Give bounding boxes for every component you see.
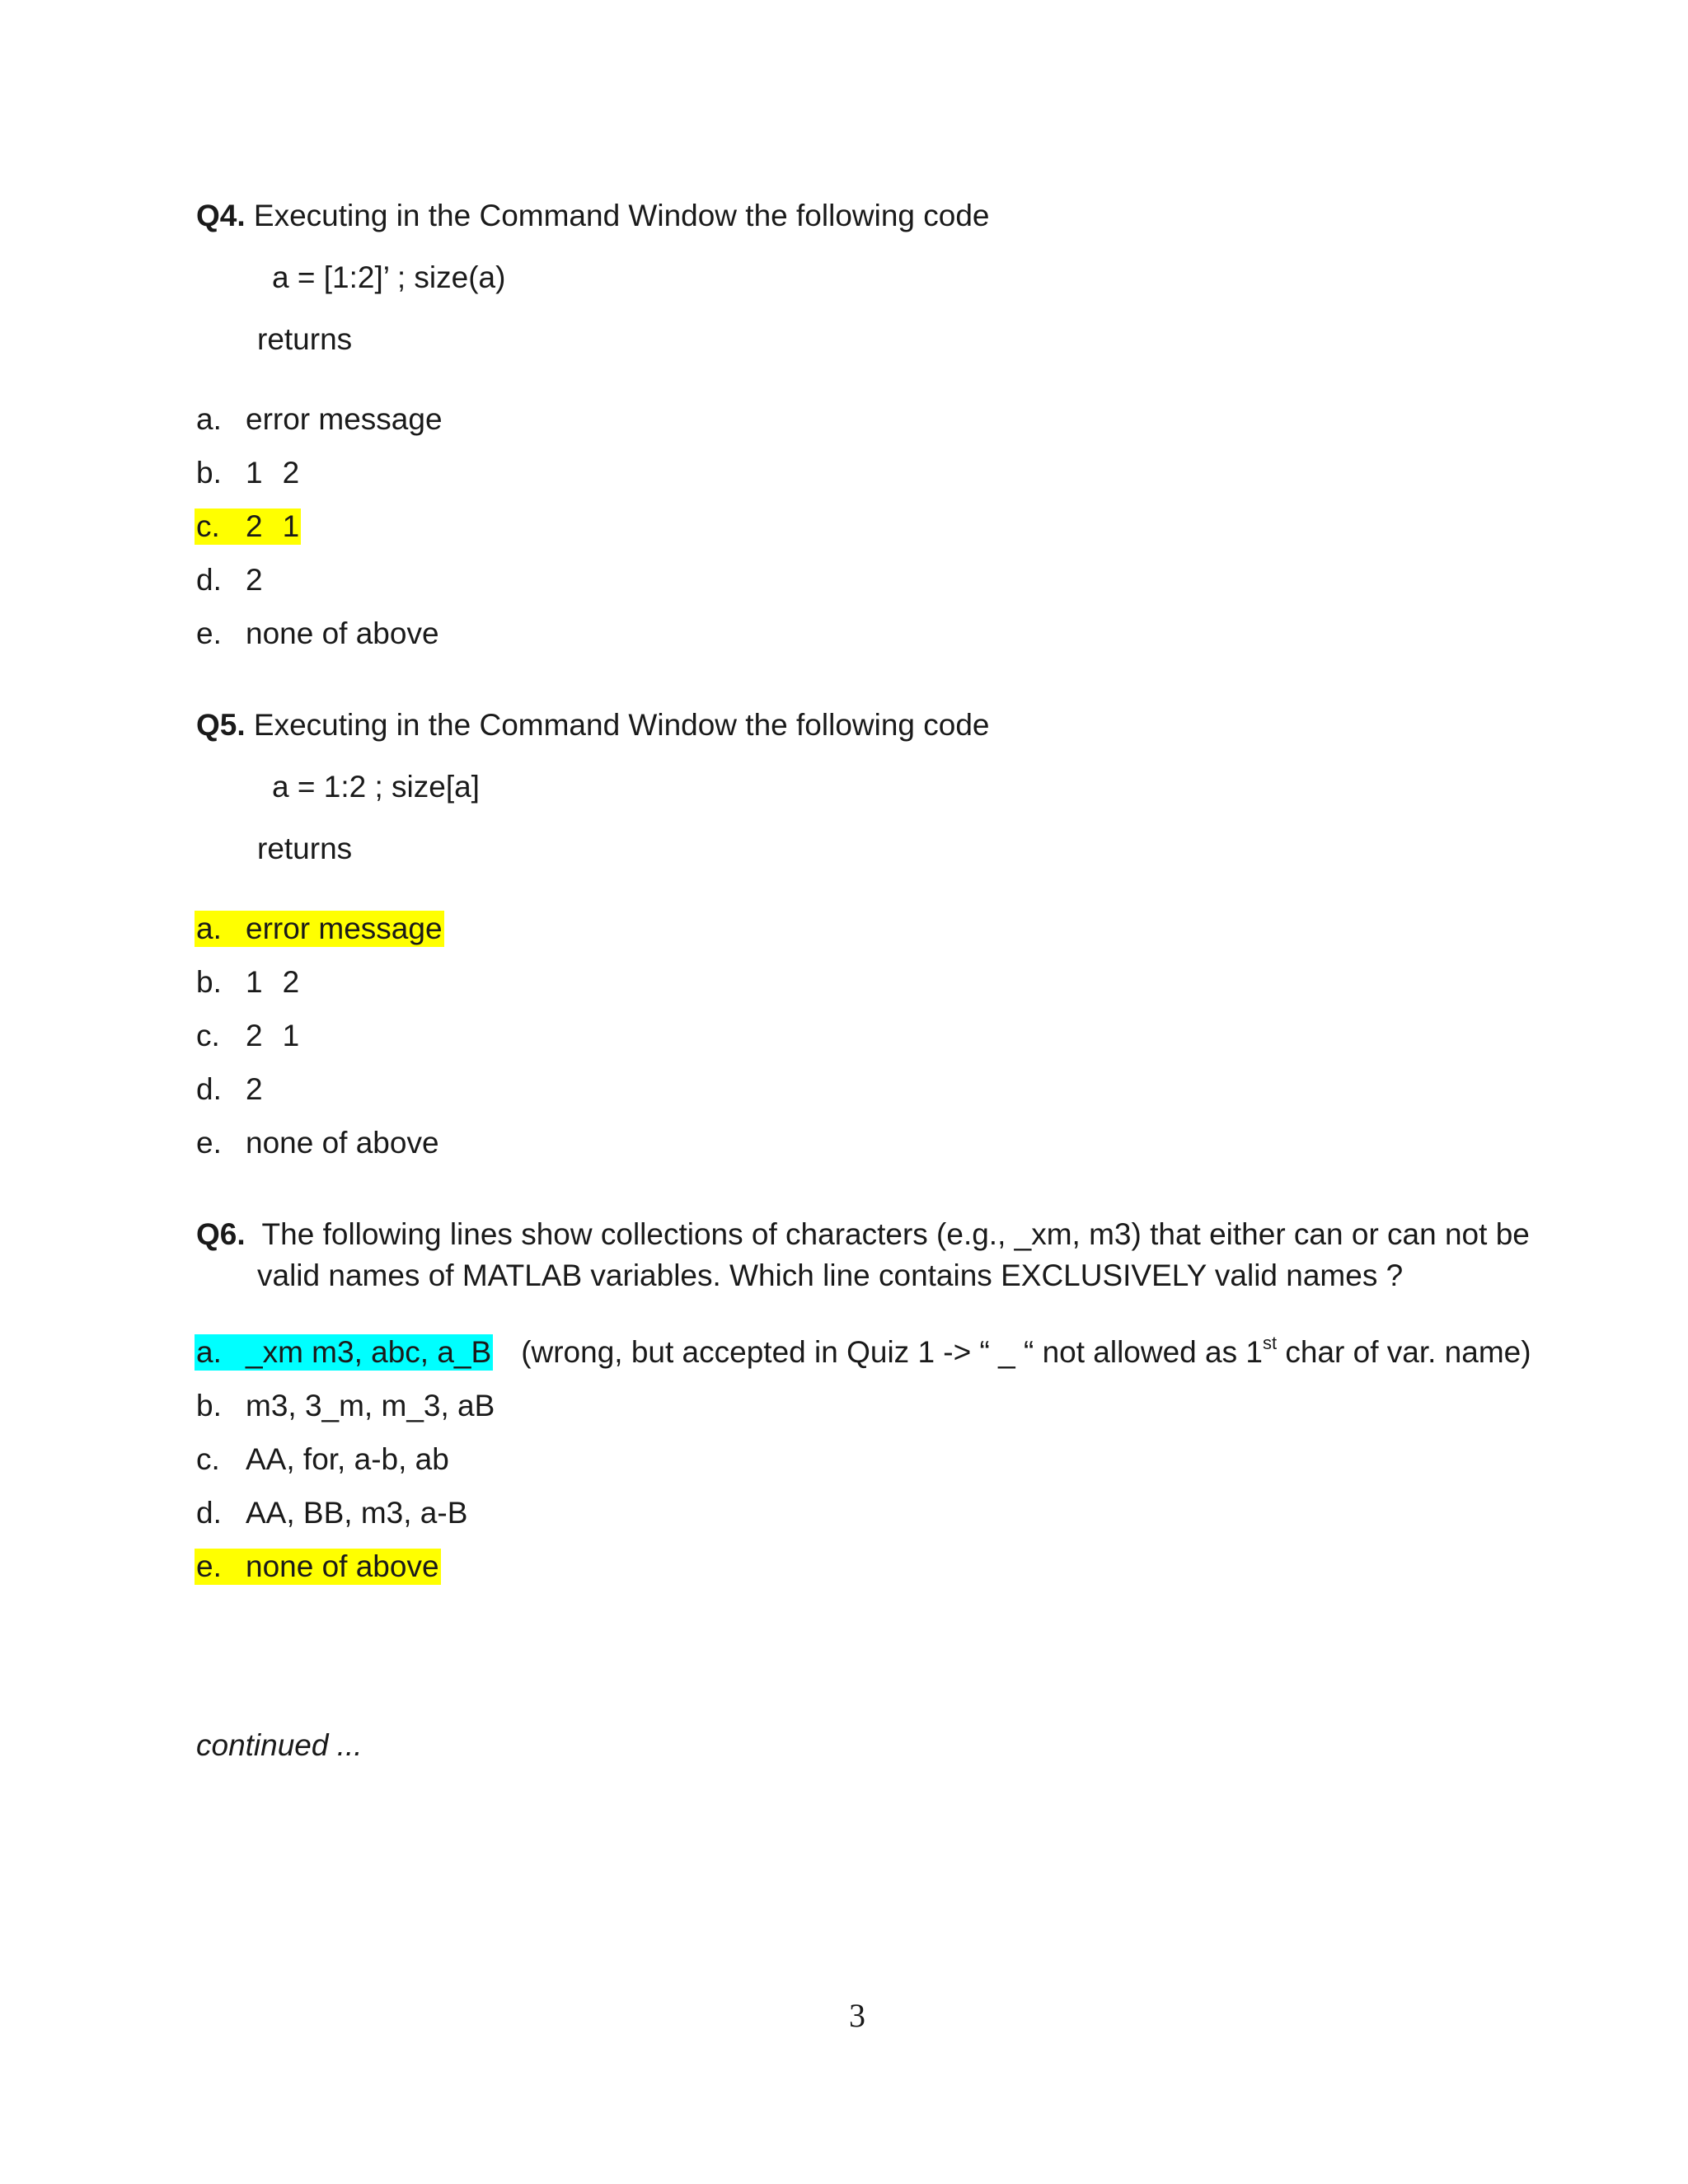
q5-option-e: e. none of above (196, 1126, 439, 1160)
q5-text: Executing in the Command Window the following code (253, 708, 990, 742)
q5-option-b: b. 1 2 (196, 965, 300, 999)
q5-title (196, 707, 990, 743)
q4-number: Q4. (196, 199, 246, 232)
q6-option-d: d. AA, BB, m3, a-B (196, 1496, 468, 1530)
q6-number: Q6. (196, 1217, 246, 1251)
q5-option-a (196, 911, 444, 947)
q5-number: Q5. (196, 708, 246, 742)
q4-option-d: d. 2 (196, 563, 263, 597)
q6-accepted-highlight: a. _xm m3, abc, a_B (196, 1335, 492, 1369)
q4-option-e: e. none of above (196, 616, 439, 650)
q5-returns: returns (257, 832, 353, 865)
q5-code: a = 1:2 ; size[a] (272, 770, 480, 804)
q6-text-line2: valid names of MATLAB variables. Which line contains EXCLUSIVELY valid names ? (257, 1258, 1404, 1292)
page-number: 3 (849, 1997, 865, 2034)
q5-answer-highlight: a. error message (196, 912, 443, 945)
q4-option-c (196, 509, 301, 545)
q6-option-c: c. AA, for, a-b, ab (196, 1442, 449, 1476)
q6-note: (wrong, but accepted in Quiz 1 -> “ _ “ not allowed as 1st char of var. name) (521, 1333, 1531, 1369)
q6-option-e (196, 1549, 441, 1585)
q6-answer-highlight: e. none of above (196, 1549, 439, 1583)
q6-option-b: b. m3, 3_m, m_3, aB (196, 1389, 495, 1422)
q6-title (196, 1214, 1548, 1296)
q4-text: Executing in the Command Window the following code (253, 199, 990, 232)
q4-option-a: a. error message (196, 402, 443, 436)
q4-returns: returns (257, 322, 353, 356)
q6-option-a (196, 1334, 1531, 1371)
q6-text-line1: The following lines show collections of characters (e.g., _xm, m3) that either can or can not be (261, 1217, 1530, 1251)
q4-code: a = [1:2]’ ; size(a) (272, 260, 506, 294)
q4-option-b: b. 1 2 (196, 456, 300, 490)
q5-option-d: d. 2 (196, 1072, 263, 1106)
q5-option-c: c. 2 1 (196, 1019, 300, 1052)
continued-text: continued ... (196, 1728, 363, 1762)
q4-title (196, 198, 990, 234)
q4-answer-highlight: c. 2 1 (196, 509, 300, 543)
